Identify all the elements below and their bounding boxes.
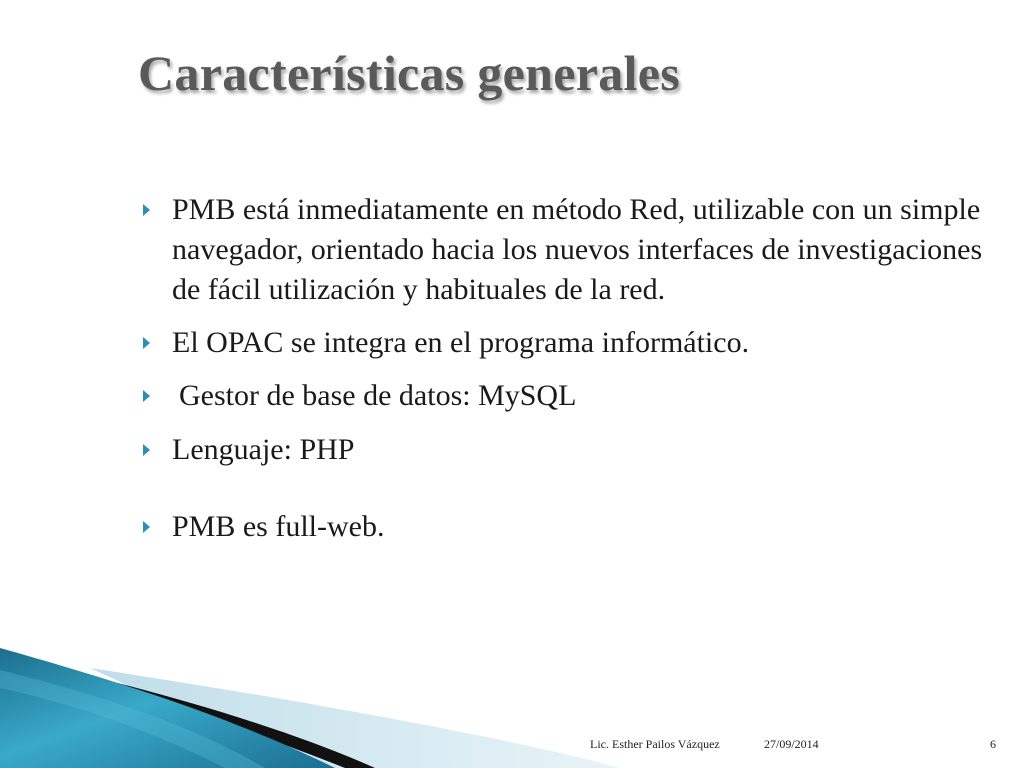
footer-author: Lic. Esther Pailos Vázquez	[590, 737, 720, 751]
triangle-bullet-icon	[143, 390, 150, 402]
bullet-item	[143, 376, 983, 416]
bullet-text: PMB está inmediatamente en método Red, utilizable con un simple navegador, orientado hacia los nuevos interfaces de investigaciones de fácil utilización y habituales de la red.	[172, 193, 983, 306]
bullet-list	[143, 190, 983, 547]
triangle-bullet-icon	[143, 444, 150, 456]
bullet-item	[143, 190, 983, 310]
triangle-bullet-icon	[143, 521, 150, 533]
bullet-text: Lenguaje: PHP	[172, 433, 355, 466]
slide-number: 6	[990, 737, 996, 751]
footer-date: 27/09/2014	[764, 737, 819, 751]
triangle-bullet-icon	[143, 204, 150, 216]
bullet-item	[143, 430, 983, 470]
bullet-item	[143, 507, 983, 547]
slide-title: Características generales	[138, 45, 680, 101]
decorative-swoosh	[0, 630, 1024, 768]
bullet-text: PMB es full-web.	[172, 510, 385, 543]
bullet-text: El OPAC se integra en el programa informático.	[172, 326, 750, 359]
triangle-bullet-icon	[143, 337, 150, 349]
bullet-item	[143, 323, 983, 363]
bullet-text: Gestor de base de datos: MySQL	[179, 379, 577, 412]
